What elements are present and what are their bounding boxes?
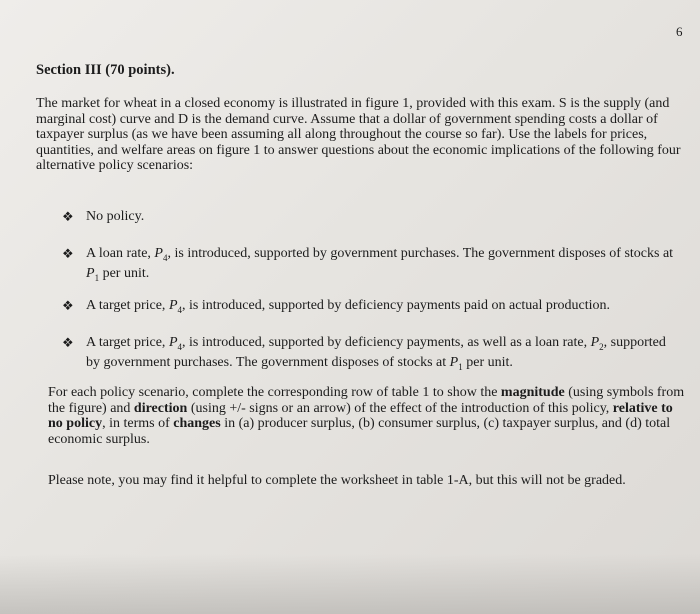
emphasis-direction: direction — [133, 400, 188, 416]
instructions-paragraph — [48, 385, 688, 447]
bullet-text: A target price, $P_4$, is introduced, supported by deficiency payments paid on actual production. — [86, 298, 611, 315]
instructions-text: in (a) producer surplus, (b) consumer surplus, (c) taxpayer surplus, and (d) total economic surplus. — [48, 416, 671, 447]
bullet-text: A loan rate, $P_4$, is introduced, supported by government purchases. The government disposes of stocks at $P_1$ per unit. — [86, 246, 674, 283]
bullet-text: A target price, $P_4$, is introduced, supported by deficiency payments, as well as a loan rate, $P_2$, supported by government purchases. The government disposes of stocks at $P_1$ per unit. — [86, 335, 666, 372]
note-paragraph: Please note, you may find it helpful to complete the worksheet in table 1-A, but this will not be graded. — [48, 473, 626, 488]
bullet-text: No policy. — [86, 209, 145, 224]
four-diamond-bullet-icon: ❖ — [62, 335, 74, 350]
bullet-item-loan-rate — [62, 246, 682, 286]
four-diamond-bullet-icon: ❖ — [62, 298, 74, 313]
bullet-item-target-price-and-loan-rate — [62, 335, 682, 375]
intro-paragraph: The market for wheat in a closed economy is illustrated in figure 1, provided with this exam. S is the supply (and marginal cost) curve and D is the demand curve. Assume that a dollar of government spending costs a dollar of taxpayer surplus (as we have been assuming all along throughout the course so far). Use the labels for prices, quantities, and welfare areas on figure 1 to answer questions about the economic implications of the following four alternative policy scenarios: — [36, 96, 681, 173]
page-number: 6 — [676, 24, 683, 39]
emphasis-magnitude: magnitude — [500, 385, 565, 400]
four-diamond-bullet-icon: ❖ — [62, 209, 74, 224]
four-diamond-bullet-icon: ❖ — [62, 246, 74, 261]
emphasis-relative-to-no-policy: relative to no policy — [48, 400, 673, 431]
section-title: Section III (70 points). — [36, 62, 175, 78]
page-shadow — [0, 554, 700, 614]
instructions-text: (using +/- signs or an arrow) of the effect of the introduction of this policy, — [187, 400, 613, 416]
instructions-text: , in terms of — [102, 416, 174, 431]
instructions-text: For each policy scenario, complete the corresponding row of table 1 to show the — [48, 385, 501, 400]
emphasis-changes: changes — [173, 416, 221, 431]
bullet-item-target-price — [62, 298, 682, 318]
bullet-item-no-policy — [62, 209, 682, 225]
instructions-text: (using symbols from the figure) and — [48, 385, 685, 416]
